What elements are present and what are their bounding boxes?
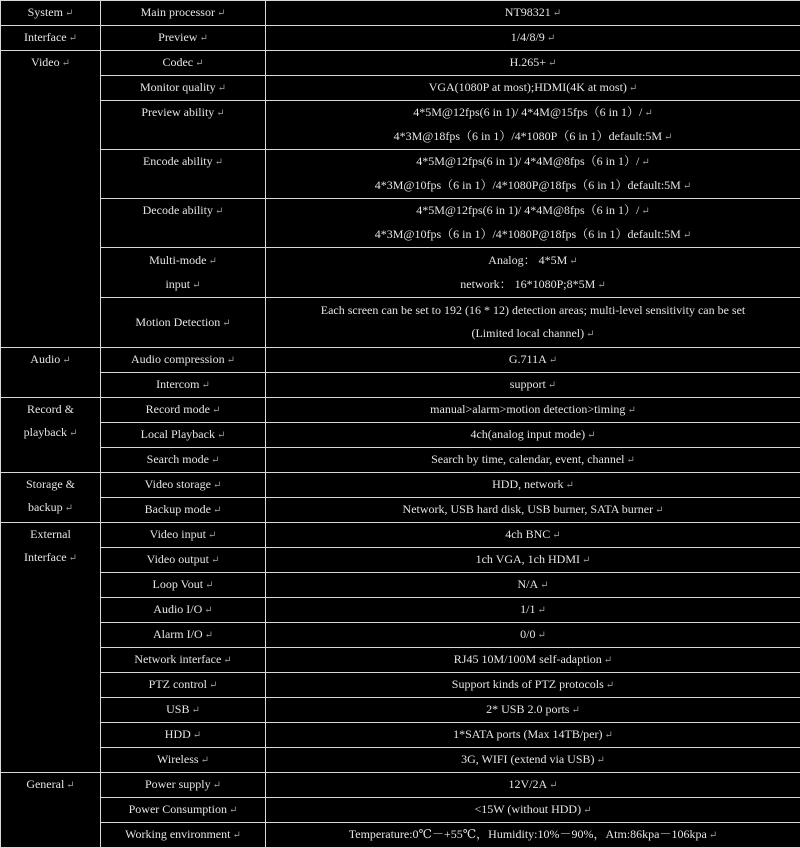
return-mark-icon: ↵	[204, 605, 212, 616]
category-cell: External Interface ↵	[1, 523, 101, 773]
return-mark-icon: ↵	[582, 555, 590, 566]
return-mark-icon: ↵	[565, 480, 573, 491]
return-mark-icon: ↵	[213, 780, 221, 791]
return-mark-icon: ↵	[227, 355, 235, 366]
return-mark-icon: ↵	[215, 157, 223, 168]
return-mark-icon: ↵	[205, 630, 213, 641]
return-mark-icon: ↵	[583, 805, 591, 816]
spec-value: <15W (without HDD) ↵	[266, 798, 800, 823]
spec-value: 12V/2A ↵	[266, 773, 800, 798]
spec-value: 1/4/8/9 ↵	[266, 26, 800, 51]
spec-key: Power Consumption ↵	[101, 798, 266, 823]
spec-key: Encode ability ↵	[101, 150, 266, 199]
return-mark-icon: ↵	[218, 83, 226, 94]
table-row	[1, 748, 800, 773]
table-row	[1, 823, 800, 848]
table-row	[1, 623, 800, 648]
return-mark-icon: ↵	[192, 280, 200, 291]
table-row	[1, 298, 800, 348]
spec-key: Monitor quality ↵	[101, 76, 266, 101]
return-mark-icon: ↵	[229, 805, 237, 816]
spec-value: G.711A ↵	[266, 348, 800, 373]
category-cell	[1, 1, 101, 26]
table-row	[1, 573, 800, 598]
return-mark-icon: ↵	[664, 132, 672, 143]
return-mark-icon: ↵	[208, 256, 216, 267]
table-row	[1, 1, 800, 26]
table-row	[1, 101, 800, 150]
return-mark-icon: ↵	[199, 33, 207, 44]
return-mark-icon: ↵	[553, 8, 561, 19]
table-row	[1, 723, 800, 748]
spec-value: HDD, network ↵	[266, 473, 800, 498]
return-mark-icon: ↵	[552, 530, 560, 541]
return-mark-icon: ↵	[62, 58, 70, 69]
spec-key: Motion Detection ↵	[101, 298, 266, 348]
spec-value: Temperature:0℃－+55℃，Humidity:10%－90%，Atm:86kpa－106kpa ↵	[266, 823, 800, 848]
return-mark-icon: ↵	[232, 830, 240, 841]
table-row	[1, 498, 800, 523]
spec-value: 4*5M@12fps(6 in 1)/ 4*4M@8fps（6 in 1）/ ↵ 4*3M@10fps（6 in 1）/4*1080P@18fps（6 in 1）default:5M ↵	[266, 199, 800, 248]
return-mark-icon: ↵	[66, 780, 74, 791]
return-mark-icon: ↵	[627, 455, 635, 466]
return-mark-icon: ↵	[208, 530, 216, 541]
spec-key: Record mode ↵	[101, 398, 266, 423]
return-mark-icon: ↵	[201, 380, 209, 391]
table-row	[1, 26, 800, 51]
table-row	[1, 248, 800, 298]
spec-key: Video input ↵	[101, 523, 266, 548]
spec-key: Alarm I/O ↵	[101, 623, 266, 648]
return-mark-icon: ↵	[223, 655, 231, 666]
return-mark-icon: ↵	[212, 405, 220, 416]
return-mark-icon: ↵	[193, 730, 201, 741]
table-row	[1, 51, 800, 76]
spec-key: Local Playback ↵	[101, 423, 266, 448]
spec-key: Wireless ↵	[101, 748, 266, 773]
return-mark-icon: ↵	[195, 58, 203, 69]
spec-value: support ↵	[266, 373, 800, 398]
table-row	[1, 448, 800, 473]
spec-value: Support kinds of PTZ protocols ↵	[266, 673, 800, 698]
spec-value: Analog： 4*5M ↵ network： 16*1080P;8*5M ↵	[266, 248, 800, 298]
return-mark-icon: ↵	[69, 553, 77, 564]
return-mark-icon: ↵	[655, 505, 663, 516]
table-row	[1, 398, 800, 423]
table-row	[1, 598, 800, 623]
category-cell: Video ↵	[1, 51, 101, 348]
spec-value: 1/1 ↵	[266, 598, 800, 623]
spec-value: 4ch(analog input mode) ↵	[266, 423, 800, 448]
return-mark-icon: ↵	[571, 705, 579, 716]
spec-value: 1ch VGA, 1ch HDMI ↵	[266, 548, 800, 573]
table-row	[1, 199, 800, 248]
spec-key: Network interface ↵	[101, 648, 266, 673]
return-mark-icon: ↵	[540, 580, 548, 591]
table-row	[1, 150, 800, 199]
spec-key: Multi-mode ↵ input ↵	[101, 248, 266, 298]
return-mark-icon: ↵	[211, 555, 219, 566]
return-mark-icon: ↵	[209, 680, 217, 691]
return-mark-icon: ↵	[683, 181, 691, 192]
return-mark-icon: ↵	[683, 230, 691, 241]
spec-value: 4*5M@12fps(6 in 1)/ 4*4M@8fps（6 in 1）/ ↵ 4*3M@10fps（6 in 1）/4*1080P@18fps（6 in 1）default:5M ↵	[266, 150, 800, 199]
return-mark-icon: ↵	[215, 206, 223, 217]
return-mark-icon: ↵	[213, 505, 221, 516]
spec-value: 4*5M@12fps(6 in 1)/ 4*4M@15fps（6 in 1）/ ↵ 4*3M@18fps（6 in 1）/4*1080P（6 in 1）default:5M ↵	[266, 101, 800, 150]
spec-key: Audio I/O ↵	[101, 598, 266, 623]
return-mark-icon: ↵	[547, 33, 555, 44]
table-row	[1, 548, 800, 573]
return-mark-icon: ↵	[569, 256, 577, 267]
return-mark-icon: ↵	[641, 157, 649, 168]
spec-key: Power supply ↵	[101, 773, 266, 798]
table-row	[1, 648, 800, 673]
table-row	[1, 523, 800, 548]
spec-key: Video output ↵	[101, 548, 266, 573]
return-mark-icon: ↵	[548, 380, 556, 391]
return-mark-icon: ↵	[586, 329, 594, 340]
table-row	[1, 348, 800, 373]
return-mark-icon: ↵	[597, 280, 605, 291]
spec-value: 0/0 ↵	[266, 623, 800, 648]
spec-value: 1*SATA ports (Max 14TB/per) ↵	[266, 723, 800, 748]
table-row	[1, 76, 800, 101]
return-mark-icon: ↵	[217, 8, 225, 19]
category-cell: Record & playback ↵	[1, 398, 101, 473]
return-mark-icon: ↵	[644, 108, 652, 119]
return-mark-icon: ↵	[65, 503, 73, 514]
return-mark-icon: ↵	[606, 680, 614, 691]
return-mark-icon: ↵	[205, 580, 213, 591]
return-mark-icon: ↵	[597, 755, 605, 766]
spec-value: 2* USB 2.0 ports ↵	[266, 698, 800, 723]
return-mark-icon: ↵	[62, 355, 70, 366]
table-row	[1, 373, 800, 398]
spec-key: Main processor ↵	[101, 1, 266, 26]
table-row	[1, 798, 800, 823]
spec-key: Preview ability ↵	[101, 101, 266, 150]
spec-key: Search mode ↵	[101, 448, 266, 473]
table-row	[1, 673, 800, 698]
table-row	[1, 773, 800, 798]
return-mark-icon: ↵	[549, 355, 557, 366]
spec-key: Backup mode ↵	[101, 498, 266, 523]
spec-value: RJ45 10M/100M self-adaption ↵	[266, 648, 800, 673]
spec-key: Video storage ↵	[101, 473, 266, 498]
category-label: System	[28, 5, 63, 19]
return-mark-icon: ↵	[641, 206, 649, 217]
return-mark-icon: ↵	[65, 8, 73, 19]
spec-key: PTZ control ↵	[101, 673, 266, 698]
table-row	[1, 473, 800, 498]
return-mark-icon: ↵	[217, 430, 225, 441]
return-mark-icon: ↵	[627, 405, 635, 416]
spec-key: HDD ↵	[101, 723, 266, 748]
spec-value: 4ch BNC ↵	[266, 523, 800, 548]
return-mark-icon: ↵	[191, 705, 199, 716]
spec-value: NT98321 ↵	[266, 1, 800, 26]
spec-key: Working environment ↵	[101, 823, 266, 848]
spec-value: 3G, WIFI (extend via USB) ↵	[266, 748, 800, 773]
return-mark-icon: ↵	[537, 605, 545, 616]
spec-value: N/A ↵	[266, 573, 800, 598]
return-mark-icon: ↵	[604, 655, 612, 666]
table-row	[1, 698, 800, 723]
spec-key: Preview ↵	[101, 26, 266, 51]
return-mark-icon: ↵	[69, 428, 77, 439]
return-mark-icon: ↵	[216, 108, 224, 119]
return-mark-icon: ↵	[629, 83, 637, 94]
return-mark-icon: ↵	[201, 755, 209, 766]
return-mark-icon: ↵	[587, 430, 595, 441]
spec-key: Loop Vout ↵	[101, 573, 266, 598]
spec-value: manual>alarm>motion detection>timing ↵	[266, 398, 800, 423]
return-mark-icon: ↵	[548, 58, 556, 69]
spec-value: Network, USB hard disk, USB burner, SATA burner ↵	[266, 498, 800, 523]
spec-value: VGA(1080P at most);HDMI(4K at most) ↵	[266, 76, 800, 101]
return-mark-icon: ↵	[213, 480, 221, 491]
category-cell: General ↵	[1, 773, 101, 848]
spec-value: Search by time, calendar, event, channel ↵	[266, 448, 800, 473]
spec-key: Decode ability ↵	[101, 199, 266, 248]
spec-value: Each screen can be set to 192 (16 * 12) detection areas; multi-level sensitivity can be set (Limited local channel) ↵	[266, 298, 800, 348]
return-mark-icon: ↵	[211, 455, 219, 466]
return-mark-icon: ↵	[69, 33, 77, 44]
spec-value: H.265+ ↵	[266, 51, 800, 76]
spec-key: Intercom ↵	[101, 373, 266, 398]
category-cell: Interface ↵	[1, 26, 101, 51]
category-cell: Audio ↵	[1, 348, 101, 398]
return-mark-icon: ↵	[549, 780, 557, 791]
table-row	[1, 423, 800, 448]
return-mark-icon: ↵	[709, 830, 717, 841]
spec-key: Codec ↵	[101, 51, 266, 76]
category-cell: Storage & backup ↵	[1, 473, 101, 523]
return-mark-icon: ↵	[222, 318, 230, 329]
spec-key: USB ↵	[101, 698, 266, 723]
spec-key: Audio compression ↵	[101, 348, 266, 373]
return-mark-icon: ↵	[604, 730, 612, 741]
return-mark-icon: ↵	[537, 630, 545, 641]
